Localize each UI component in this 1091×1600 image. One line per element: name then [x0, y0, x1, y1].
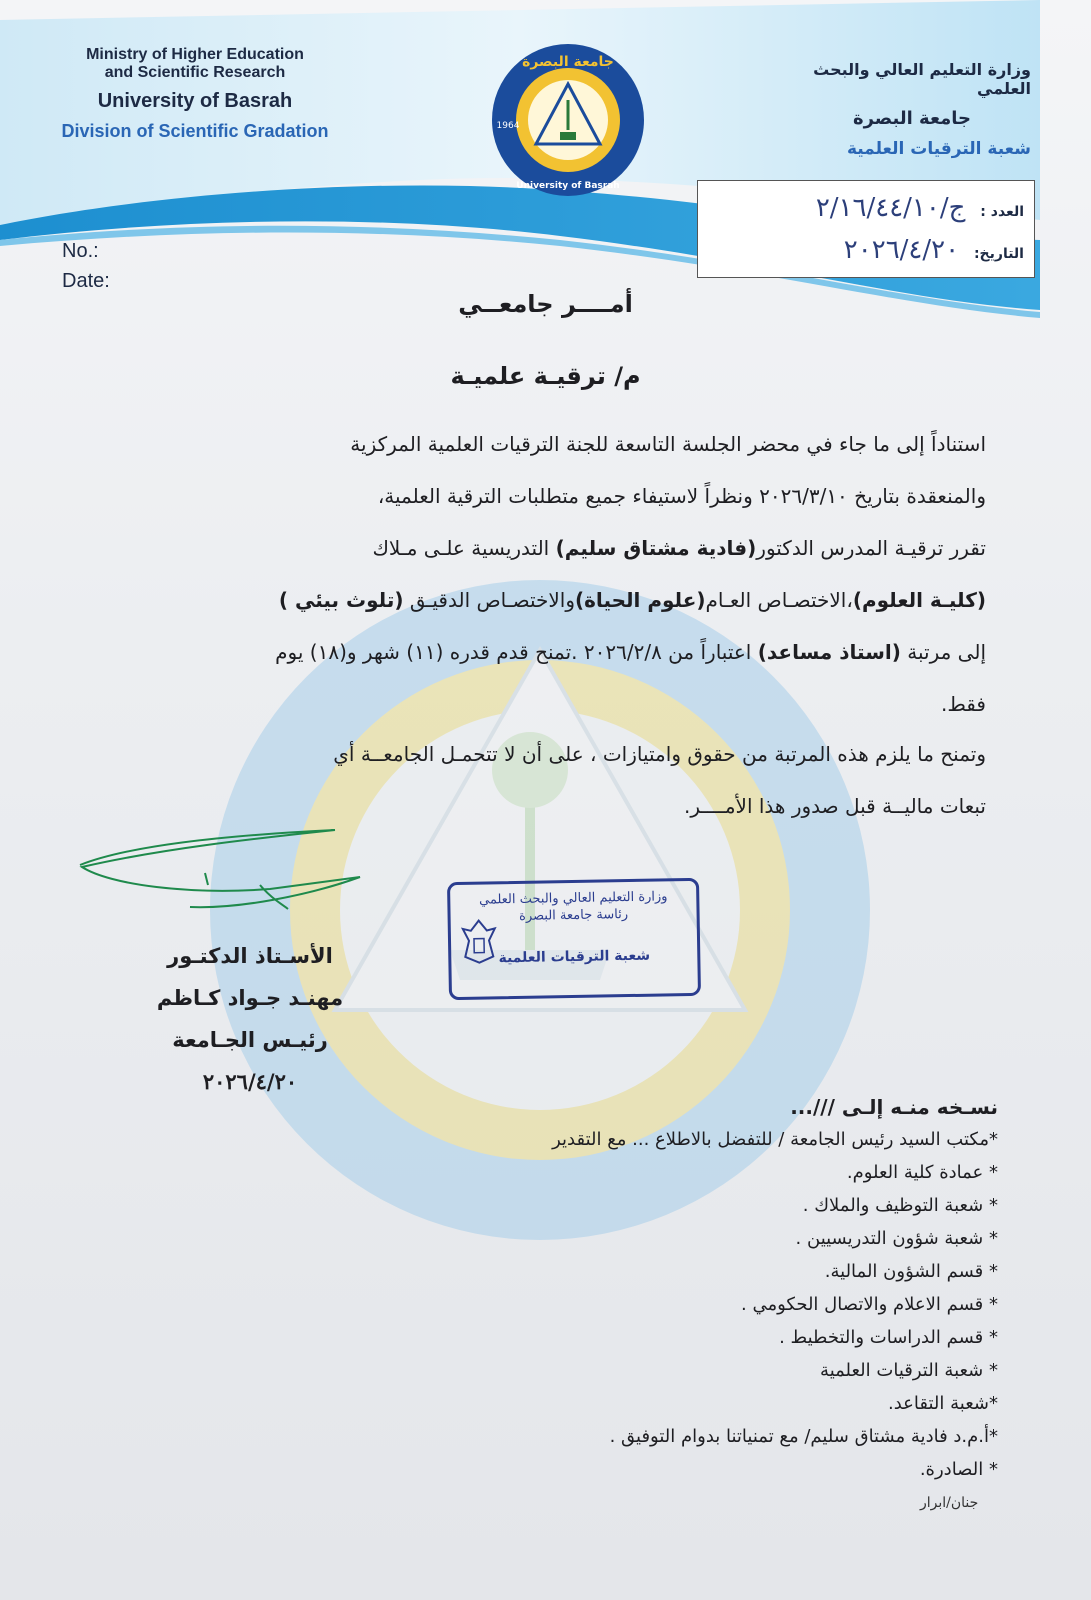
logo-bottom-text: University of Basrah: [516, 181, 620, 191]
document-title: أمــــر جامعــي: [458, 290, 633, 318]
logo-top-text: جامعة البصرة: [522, 54, 614, 70]
copy-item: * شعبة شؤون التدريسيين .: [795, 1228, 998, 1249]
signatory-name: مهنـد جـواد كـاظم: [156, 986, 344, 1010]
copy-item: * عمادة كلية العلوم.: [846, 1162, 998, 1183]
reference-date-row: [844, 235, 1024, 265]
header-english: [30, 46, 360, 142]
paragraph-2: [110, 522, 986, 730]
number-value: ج/٢/١٦/٤٤/١٠: [815, 193, 966, 223]
para3-line2: فقط.: [940, 692, 986, 716]
copies-list: [400, 1095, 998, 1486]
para2-text-c: ،الاختصـاص العـام: [705, 588, 853, 612]
para2-text-b: التدريسية علـى مـلاك: [372, 536, 556, 560]
copy-item: *أ.م.د فادية مشتاق سليم/ مع تمنياتنا بدوام التوفيق .: [609, 1426, 998, 1447]
ministry-line1-en: Ministry of Higher Education: [86, 46, 304, 63]
ministry-ar: وزارة التعليم العالي والبحث العلمي: [813, 60, 1031, 98]
stamp-line3: شعبة الترقيات العلمية: [498, 947, 651, 967]
paragraph-4: [110, 728, 986, 832]
header-arabic: [761, 60, 1031, 159]
copy-item: *شعبة التقاعد.: [888, 1393, 998, 1414]
candidate-name: (فادية مشتاق سليم): [555, 536, 757, 560]
ministry-line2-en: and Scientific Research: [104, 64, 286, 81]
typist-initials: جنان/ابرار: [920, 1495, 979, 1511]
para2-text-a: تقرر ترقيـة المدرس الدكتور: [756, 536, 986, 560]
university-name-ar: جامعة البصرة: [852, 108, 971, 129]
logo-year-text: 1964: [496, 121, 520, 131]
reference-number-row: [816, 193, 1024, 223]
college-name: (كليـة العلوم): [852, 588, 986, 612]
paragraph-1: [110, 418, 986, 522]
stamp-line2: رئاسة جامعة البصرة: [518, 907, 629, 924]
para4-line2: تبعات ماليــة قبل صدور هذا الأمــــر.: [684, 794, 986, 818]
division-name-en: Division of Scientific Gradation: [61, 121, 329, 141]
copy-item: * شعبة التوظيف والملاك .: [802, 1195, 998, 1216]
copy-item: * قسم الاعلام والاتصال الحكومي .: [741, 1294, 998, 1315]
copy-item: * الصادرة.: [919, 1459, 998, 1480]
no-date-labels-en: [62, 236, 110, 296]
stamp-line1: وزارة التعليم العالي والبحث العلمي: [478, 889, 668, 908]
date-value: ٢٠٢٦/٤/٢٠: [843, 235, 960, 265]
para2-text-d: والاختصـاص الدقيـق: [403, 588, 575, 612]
no-label-en: No.:: [62, 240, 99, 262]
signatory-title: الأسـتاذ الدكتـور: [167, 944, 333, 968]
para1-line2: والمنعقدة بتاريخ ٢٠٢٦/٣/١٠ ونظراً لاستيفاء جميع متطلبات الترقية العلمية،: [377, 484, 986, 508]
academic-rank: (استاذ مساعد): [757, 640, 901, 664]
copy-item: * قسم الشؤون المالية.: [824, 1261, 998, 1282]
signature-date: ٢٠٢٦/٤/٢٠: [202, 1069, 298, 1094]
general-specialty: (علوم الحياة): [574, 588, 706, 612]
signature-scribble-icon: [70, 825, 370, 925]
para3-text-a: إلى مرتبة: [900, 640, 986, 664]
copy-item: *مكتب السيد رئيس الجامعة / للتفضل بالاطلاع ... مع التقدير: [552, 1129, 998, 1150]
para2-line2: [110, 574, 986, 626]
official-stamp: [447, 878, 701, 1000]
number-label: العدد :: [980, 204, 1024, 220]
date-label-en: Date:: [62, 270, 110, 292]
para1-line1: استناداً إلى ما جاء في محضر الجلسة التاسعة للجنة الترقيات العلمية المركزية: [350, 432, 986, 456]
division-name-ar: شعبة الترقيات العلمية: [846, 139, 1031, 159]
date-label: التاريخ:: [973, 246, 1024, 262]
specific-specialty: (تلوث بيئي ): [278, 588, 404, 612]
eagle-emblem-icon: [459, 916, 500, 967]
university-name-en: University of Basrah: [97, 90, 293, 112]
copies-heading: نسـخه منـه إلـى ///...: [790, 1095, 998, 1119]
para4-line1: وتمنح ما يلزم هذه المرتبة من حقوق وامتيازات ، على أن لا تتحمـل الجامعــة أي: [333, 742, 986, 766]
para3-line1: [110, 626, 986, 678]
para2-line1: [110, 522, 986, 574]
para3-text-b: اعتباراً من ٢٠٢٦/٢/٨ .تمنح قدم قدره (١١) شهر و(١٨) يوم: [275, 640, 758, 664]
university-logo-icon: [488, 40, 648, 200]
document-subject: م/ ترقيـة علميـة: [450, 362, 641, 390]
reference-box: [697, 180, 1035, 278]
copy-item: * شعبة الترقيات العلمية: [820, 1360, 998, 1381]
signatory-role: رئيـس الجـامعة: [172, 1028, 328, 1052]
copy-item: * قسم الدراسات والتخطيط .: [779, 1327, 998, 1348]
signature-block: [150, 935, 350, 1103]
